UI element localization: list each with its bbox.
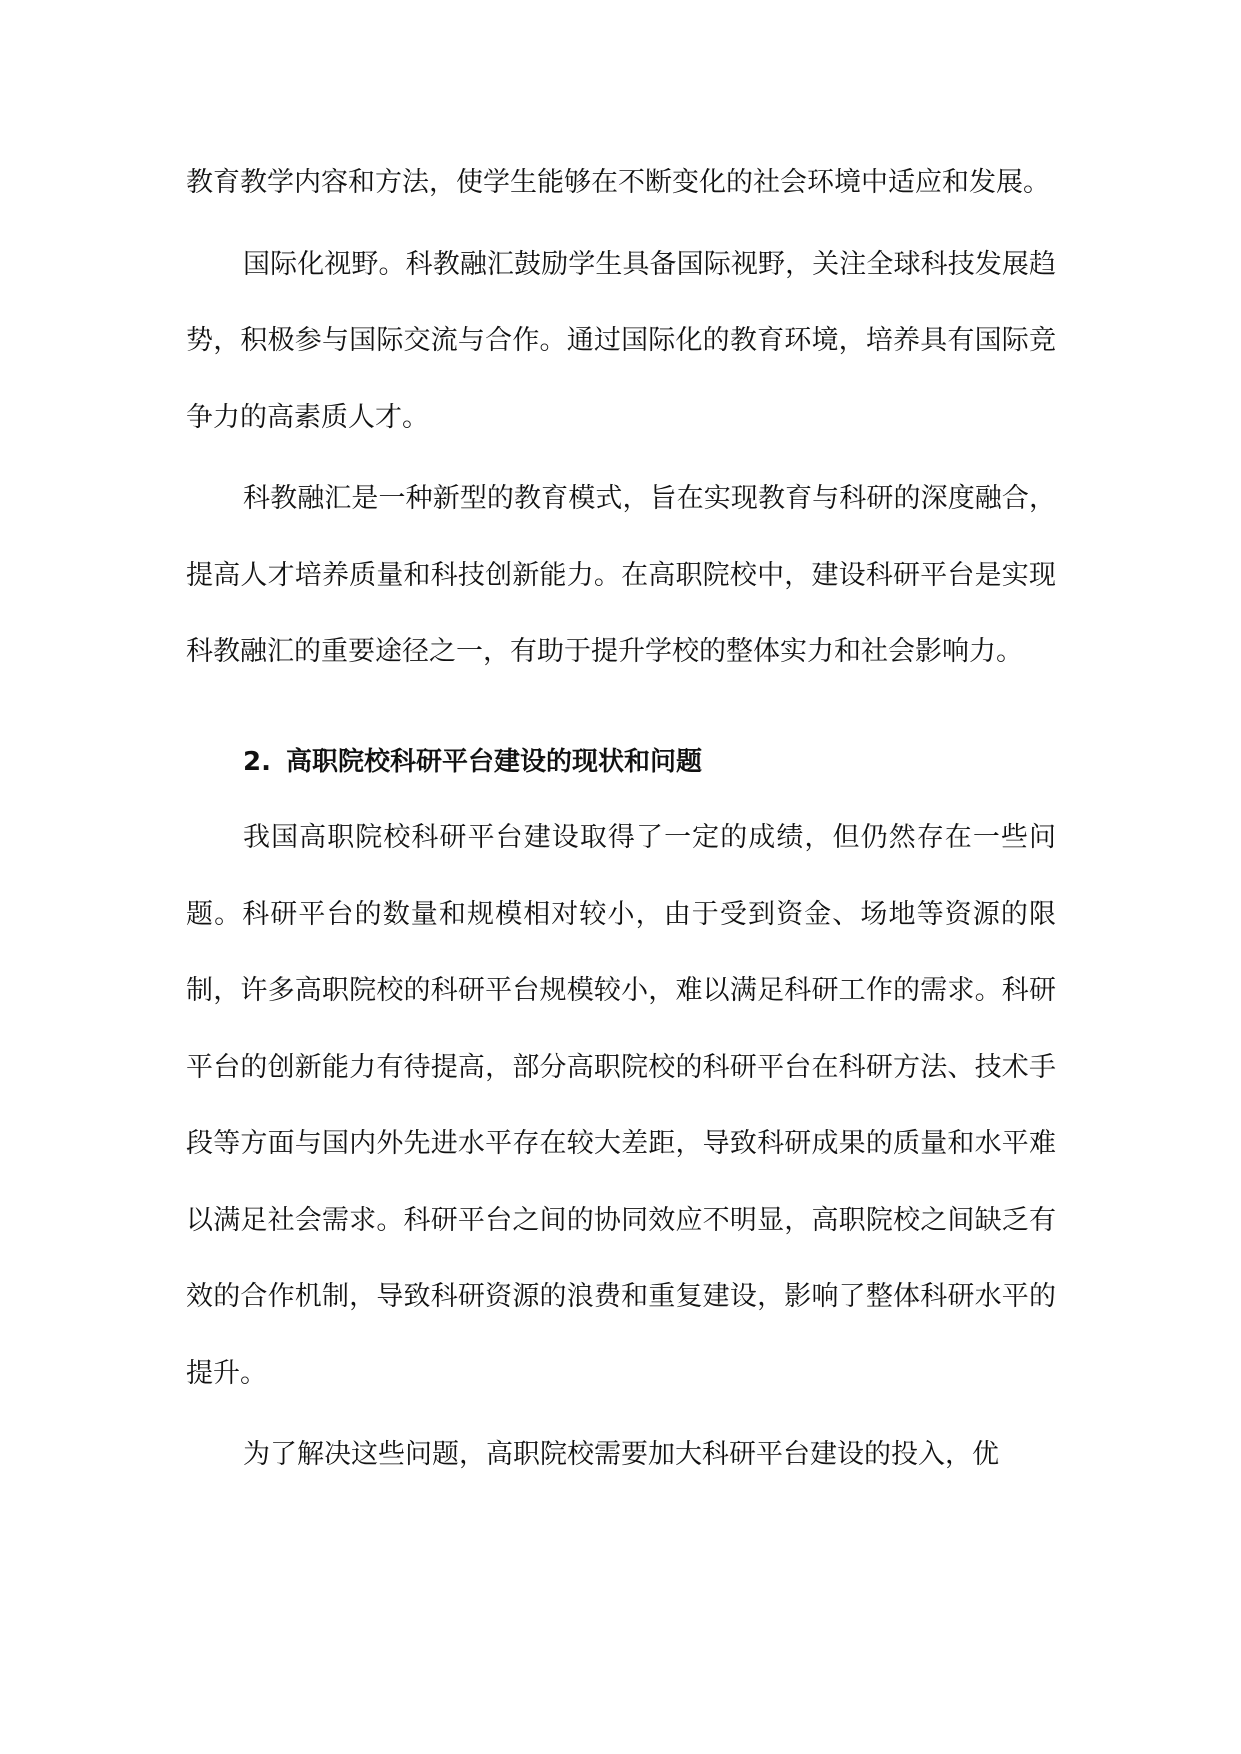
section-title: 高职院校科研平台建设的现状和问题: [286, 746, 703, 777]
paragraph-continuation: 教育教学内容和方法，使学生能够在不断变化的社会环境中适应和发展。: [186, 167, 1050, 198]
section-number: 2.: [243, 746, 271, 777]
section-heading: [186, 724, 1056, 801]
paragraph-international-vision: 国际化视野。科教融汇鼓励学生具备国际视野，关注全球科技发展趋势，积极参与国际交流与合作。通过国际化的教育环境，培养具有国际竞争力的高素质人才。: [186, 248, 1056, 433]
paragraph-current-status: 我国高职院校科研平台建设取得了一定的成绩，但仍然存在一些问题。科研平台的数量和规模相对较小，由于受到资金、场地等资源的限制，许多高职院校的科研平台规模较小，难以满足科研工作的需求。科研平台的创新能力有待提高，部分高职院校的科研平台在科研方法、技术手段等方面与国内外先进水平存在较大差距，导致科研成果的质量和水平难以满足社会需求。科研平台之间的协同效应不明显，高职院校之间缺乏有效的合作机制，导致科研资源的浪费和重复建设，影响了整体科研水平的提升。: [186, 822, 1056, 1389]
paragraph-solutions: 为了解决这些问题，高职院校需要加大科研平台建设的投入，优: [243, 1439, 999, 1470]
document-body: [186, 145, 1056, 1494]
paragraph-science-education-integration: 科教融汇是一种新型的教育模式，旨在实现教育与科研的深度融合，提高人才培养质量和科技创新能力。在高职院校中，建设科研平台是实现科教融汇的重要途径之一，有助于提升学校的整体实力和社会影响力。: [186, 483, 1056, 667]
